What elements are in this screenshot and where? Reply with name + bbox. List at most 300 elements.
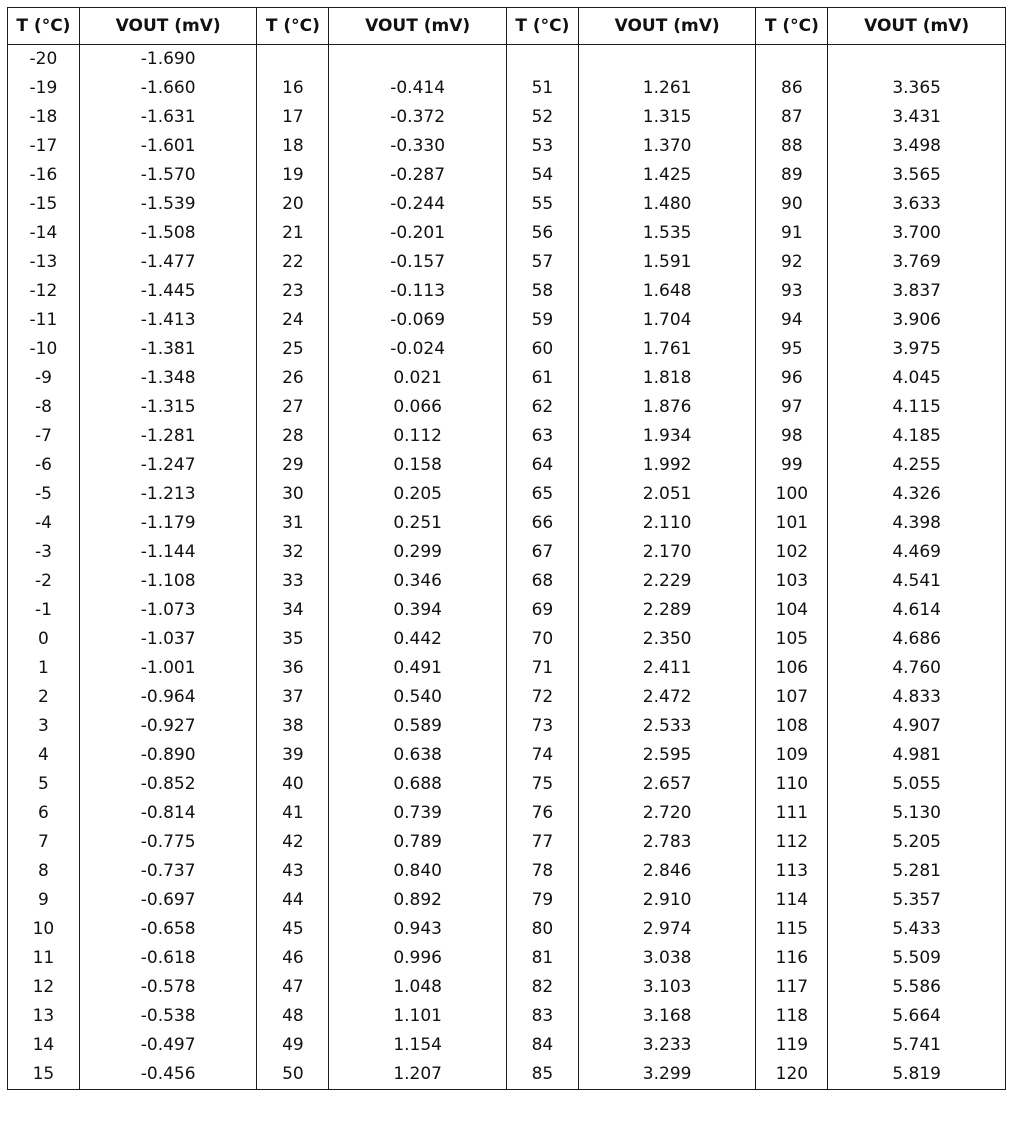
- temperature-cell: 50: [257, 1060, 329, 1090]
- vout-cell: 4.326: [828, 480, 1006, 509]
- column-header-vout: VOUT (mV): [578, 8, 756, 45]
- temperature-cell: 43: [257, 857, 329, 886]
- vout-cell: 4.469: [828, 538, 1006, 567]
- vout-cell: -0.618: [79, 944, 257, 973]
- vout-cell: -0.244: [329, 190, 507, 219]
- temperature-cell: [756, 45, 828, 75]
- vout-cell: 5.055: [828, 770, 1006, 799]
- vout-cell: 0.491: [329, 654, 507, 683]
- temperature-cell: 96: [756, 364, 828, 393]
- temperature-cell: -11: [8, 306, 80, 335]
- vout-cell: 3.633: [828, 190, 1006, 219]
- vout-cell: 4.981: [828, 741, 1006, 770]
- temperature-cell: 113: [756, 857, 828, 886]
- temperature-cell: 92: [756, 248, 828, 277]
- vout-cell: -0.578: [79, 973, 257, 1002]
- vout-cell: -0.414: [329, 74, 507, 103]
- temperature-cell: 114: [756, 886, 828, 915]
- temperature-cell: -18: [8, 103, 80, 132]
- temperature-cell: 56: [506, 219, 578, 248]
- temperature-cell: 67: [506, 538, 578, 567]
- vout-cell: 0.540: [329, 683, 507, 712]
- vout-cell: 3.365: [828, 74, 1006, 103]
- vout-cell: 1.048: [329, 973, 507, 1002]
- temperature-cell: -8: [8, 393, 80, 422]
- column-header-vout: VOUT (mV): [828, 8, 1006, 45]
- temperature-cell: 51: [506, 74, 578, 103]
- temperature-cell: 39: [257, 741, 329, 770]
- temperature-cell: 105: [756, 625, 828, 654]
- vout-cell: -1.445: [79, 277, 257, 306]
- temperature-cell: 8: [8, 857, 80, 886]
- vout-cell: 1.934: [578, 422, 756, 451]
- vout-cell: 4.255: [828, 451, 1006, 480]
- temperature-cell: 24: [257, 306, 329, 335]
- vout-cell: 4.541: [828, 567, 1006, 596]
- temperature-cell: 26: [257, 364, 329, 393]
- table-row: [8, 799, 1006, 828]
- vout-cell: 1.101: [329, 1002, 507, 1031]
- vout-cell: 3.975: [828, 335, 1006, 364]
- temperature-cell: 3: [8, 712, 80, 741]
- temperature-cell: 109: [756, 741, 828, 770]
- temperature-cell: 61: [506, 364, 578, 393]
- temperature-cell: 55: [506, 190, 578, 219]
- vout-cell: 0.789: [329, 828, 507, 857]
- vout-cell: -1.660: [79, 74, 257, 103]
- temperature-cell: [506, 45, 578, 75]
- vout-cell: 3.233: [578, 1031, 756, 1060]
- vout-cell: -0.330: [329, 132, 507, 161]
- temperature-cell: 45: [257, 915, 329, 944]
- temperature-cell: 108: [756, 712, 828, 741]
- temperature-cell: 59: [506, 306, 578, 335]
- vout-cell: -1.315: [79, 393, 257, 422]
- temperature-cell: 2: [8, 683, 80, 712]
- table-row: [8, 654, 1006, 683]
- temperature-cell: 87: [756, 103, 828, 132]
- vout-cell: -0.497: [79, 1031, 257, 1060]
- vout-cell: 4.907: [828, 712, 1006, 741]
- temperature-cell: 11: [8, 944, 80, 973]
- vout-cell: 2.051: [578, 480, 756, 509]
- vout-cell: -0.157: [329, 248, 507, 277]
- vout-cell: -1.073: [79, 596, 257, 625]
- vout-cell: 1.648: [578, 277, 756, 306]
- vout-cell: 1.876: [578, 393, 756, 422]
- temperature-cell: 35: [257, 625, 329, 654]
- temperature-cell: 19: [257, 161, 329, 190]
- vout-cell: 2.720: [578, 799, 756, 828]
- temperature-cell: 16: [257, 74, 329, 103]
- vout-cell: 3.299: [578, 1060, 756, 1090]
- vout-cell: 0.112: [329, 422, 507, 451]
- vout-cell: -0.456: [79, 1060, 257, 1090]
- vout-cell: 0.892: [329, 886, 507, 915]
- table-row: [8, 451, 1006, 480]
- table-row: [8, 712, 1006, 741]
- vout-cell: 2.350: [578, 625, 756, 654]
- column-header-vout: VOUT (mV): [79, 8, 257, 45]
- temperature-cell: 40: [257, 770, 329, 799]
- vout-cell: -1.348: [79, 364, 257, 393]
- temperature-cell: 81: [506, 944, 578, 973]
- vout-cell: 0.346: [329, 567, 507, 596]
- temperature-cell: 10: [8, 915, 80, 944]
- vout-cell: 3.837: [828, 277, 1006, 306]
- column-header-temperature: T (°C): [756, 8, 828, 45]
- vout-cell: -1.001: [79, 654, 257, 683]
- vout-cell: 3.431: [828, 103, 1006, 132]
- vout-cell: 0.442: [329, 625, 507, 654]
- vout-cell: 3.565: [828, 161, 1006, 190]
- vout-cell: -1.601: [79, 132, 257, 161]
- temperature-cell: 82: [506, 973, 578, 1002]
- vout-cell: -1.413: [79, 306, 257, 335]
- temperature-cell: 104: [756, 596, 828, 625]
- table-row: [8, 857, 1006, 886]
- table-row: [8, 161, 1006, 190]
- temperature-cell: -3: [8, 538, 80, 567]
- vout-cell: 0.840: [329, 857, 507, 886]
- table-row: [8, 103, 1006, 132]
- temperature-cell: 95: [756, 335, 828, 364]
- vout-cell: 0.996: [329, 944, 507, 973]
- vout-cell: -0.964: [79, 683, 257, 712]
- vout-cell: 4.185: [828, 422, 1006, 451]
- temperature-cell: 14: [8, 1031, 80, 1060]
- vout-cell: 1.818: [578, 364, 756, 393]
- vout-cell: -1.144: [79, 538, 257, 567]
- temperature-cell: 119: [756, 1031, 828, 1060]
- temperature-cell: 37: [257, 683, 329, 712]
- temperature-cell: 86: [756, 74, 828, 103]
- vout-cell: 0.688: [329, 770, 507, 799]
- vout-cell: 2.289: [578, 596, 756, 625]
- table-row: [8, 248, 1006, 277]
- temperature-cell: 78: [506, 857, 578, 886]
- vout-cell: 5.130: [828, 799, 1006, 828]
- temperature-cell: 68: [506, 567, 578, 596]
- temperature-cell: 93: [756, 277, 828, 306]
- temperature-cell: 69: [506, 596, 578, 625]
- temperature-cell: 38: [257, 712, 329, 741]
- temperature-cell: 64: [506, 451, 578, 480]
- temperature-cell: 79: [506, 886, 578, 915]
- temperature-cell: 116: [756, 944, 828, 973]
- table-row: [8, 828, 1006, 857]
- vout-cell: -1.690: [79, 45, 257, 75]
- temperature-cell: 98: [756, 422, 828, 451]
- temperature-cell: 71: [506, 654, 578, 683]
- vout-cell: 0.251: [329, 509, 507, 538]
- vout-cell: 4.833: [828, 683, 1006, 712]
- vout-cell: -0.697: [79, 886, 257, 915]
- vout-cell: 0.205: [329, 480, 507, 509]
- vout-cell: 0.638: [329, 741, 507, 770]
- temperature-cell: 103: [756, 567, 828, 596]
- vout-cell: 0.394: [329, 596, 507, 625]
- temperature-cell: 62: [506, 393, 578, 422]
- vout-cell: -1.477: [79, 248, 257, 277]
- temperature-cell: 66: [506, 509, 578, 538]
- temperature-cell: 28: [257, 422, 329, 451]
- temperature-cell: 52: [506, 103, 578, 132]
- temperature-cell: 84: [506, 1031, 578, 1060]
- vout-cell: 2.110: [578, 509, 756, 538]
- table-row: [8, 770, 1006, 799]
- vout-cell: 2.533: [578, 712, 756, 741]
- vout-cell: 0.299: [329, 538, 507, 567]
- vout-cell: -1.570: [79, 161, 257, 190]
- vout-cell: 3.769: [828, 248, 1006, 277]
- vout-cell: 2.170: [578, 538, 756, 567]
- temperature-cell: 89: [756, 161, 828, 190]
- table-row: [8, 973, 1006, 1002]
- temperature-cell: 17: [257, 103, 329, 132]
- table-row: [8, 886, 1006, 915]
- temperature-cell: -13: [8, 248, 80, 277]
- vout-cell: 2.846: [578, 857, 756, 886]
- vout-cell: -0.775: [79, 828, 257, 857]
- temperature-cell: 63: [506, 422, 578, 451]
- vout-cell: 5.664: [828, 1002, 1006, 1031]
- temperature-cell: 102: [756, 538, 828, 567]
- temperature-cell: -5: [8, 480, 80, 509]
- vout-cell: -0.852: [79, 770, 257, 799]
- temperature-cell: 30: [257, 480, 329, 509]
- temperature-cell: -1: [8, 596, 80, 625]
- temperature-cell: -17: [8, 132, 80, 161]
- temperature-cell: 75: [506, 770, 578, 799]
- temperature-cell: 90: [756, 190, 828, 219]
- vout-cell: -1.281: [79, 422, 257, 451]
- temperature-cell: 97: [756, 393, 828, 422]
- vout-cell: -1.213: [79, 480, 257, 509]
- vout-cell: 1.992: [578, 451, 756, 480]
- vout-cell: 2.411: [578, 654, 756, 683]
- table-row: [8, 190, 1006, 219]
- temperature-cell: 74: [506, 741, 578, 770]
- temperature-cell: 100: [756, 480, 828, 509]
- temperature-cell: 41: [257, 799, 329, 828]
- vout-cell: 4.686: [828, 625, 1006, 654]
- temperature-cell: 22: [257, 248, 329, 277]
- temperature-cell: -19: [8, 74, 80, 103]
- vout-cell: 4.115: [828, 393, 1006, 422]
- vout-cell: 4.398: [828, 509, 1006, 538]
- temperature-cell: 44: [257, 886, 329, 915]
- vout-cell: -0.927: [79, 712, 257, 741]
- table-row: [8, 741, 1006, 770]
- vout-cell: 1.207: [329, 1060, 507, 1090]
- temperature-cell: 36: [257, 654, 329, 683]
- vout-cell: -0.658: [79, 915, 257, 944]
- vout-cell: -0.890: [79, 741, 257, 770]
- temperature-cell: 88: [756, 132, 828, 161]
- table-header-row: [8, 8, 1006, 45]
- table-row: [8, 596, 1006, 625]
- temperature-cell: 4: [8, 741, 80, 770]
- temperature-cell: 57: [506, 248, 578, 277]
- temperature-cell: -16: [8, 161, 80, 190]
- vout-cell: 5.205: [828, 828, 1006, 857]
- temperature-cell: 46: [257, 944, 329, 973]
- vout-cell: -0.814: [79, 799, 257, 828]
- temperature-cell: 6: [8, 799, 80, 828]
- temperature-cell: 53: [506, 132, 578, 161]
- temperature-cell: 5: [8, 770, 80, 799]
- temperature-cell: 107: [756, 683, 828, 712]
- temperature-cell: -14: [8, 219, 80, 248]
- vout-cell: 1.315: [578, 103, 756, 132]
- vout-cell: [329, 45, 507, 75]
- vout-cell: 4.760: [828, 654, 1006, 683]
- vout-cell: 5.357: [828, 886, 1006, 915]
- vout-cell: -1.381: [79, 335, 257, 364]
- vout-cell: 1.370: [578, 132, 756, 161]
- temperature-cell: 9: [8, 886, 80, 915]
- vout-cell: 1.535: [578, 219, 756, 248]
- vout-cell: 2.472: [578, 683, 756, 712]
- vout-cell: -1.179: [79, 509, 257, 538]
- vout-cell: -1.539: [79, 190, 257, 219]
- vout-cell: 5.281: [828, 857, 1006, 886]
- table-row: [8, 45, 1006, 75]
- column-header-temperature: T (°C): [257, 8, 329, 45]
- temperature-cell: -4: [8, 509, 80, 538]
- vout-cell: 3.906: [828, 306, 1006, 335]
- table-row: [8, 74, 1006, 103]
- temperature-cell: 32: [257, 538, 329, 567]
- vout-cell: -1.108: [79, 567, 257, 596]
- temperature-cell: 65: [506, 480, 578, 509]
- temperature-cell: 77: [506, 828, 578, 857]
- table-row: [8, 538, 1006, 567]
- column-header-temperature: T (°C): [506, 8, 578, 45]
- table-row: [8, 1002, 1006, 1031]
- vout-cell: -0.538: [79, 1002, 257, 1031]
- vout-cell: 1.761: [578, 335, 756, 364]
- temperature-cell: 25: [257, 335, 329, 364]
- vout-cell: -0.024: [329, 335, 507, 364]
- vout-cell: -0.372: [329, 103, 507, 132]
- vout-cell: 4.045: [828, 364, 1006, 393]
- table-row: [8, 944, 1006, 973]
- vout-cell: 0.739: [329, 799, 507, 828]
- temperature-cell: 20: [257, 190, 329, 219]
- vout-cell: 2.974: [578, 915, 756, 944]
- temperature-cell: 117: [756, 973, 828, 1002]
- temperature-cell: 110: [756, 770, 828, 799]
- temperature-cell: 48: [257, 1002, 329, 1031]
- vout-cell: 2.229: [578, 567, 756, 596]
- vout-cell: -1.247: [79, 451, 257, 480]
- vout-cell: 0.021: [329, 364, 507, 393]
- temperature-cell: 80: [506, 915, 578, 944]
- vout-cell: 3.498: [828, 132, 1006, 161]
- temperature-cell: 7: [8, 828, 80, 857]
- table-row: [8, 306, 1006, 335]
- temperature-cell: 1: [8, 654, 80, 683]
- temperature-cell: -10: [8, 335, 80, 364]
- temperature-cell: 58: [506, 277, 578, 306]
- column-header-vout: VOUT (mV): [329, 8, 507, 45]
- temperature-cell: 76: [506, 799, 578, 828]
- temperature-cell: 21: [257, 219, 329, 248]
- vout-cell: 2.657: [578, 770, 756, 799]
- table-row: [8, 509, 1006, 538]
- temperature-voltage-table: [7, 7, 1006, 1090]
- vout-cell: 0.589: [329, 712, 507, 741]
- vout-cell: -0.737: [79, 857, 257, 886]
- temperature-cell: 72: [506, 683, 578, 712]
- temperature-cell: 12: [8, 973, 80, 1002]
- vout-cell: -0.113: [329, 277, 507, 306]
- vout-cell: [578, 45, 756, 75]
- vout-cell: 4.614: [828, 596, 1006, 625]
- temperature-cell: -6: [8, 451, 80, 480]
- vout-cell: -0.069: [329, 306, 507, 335]
- vout-cell: [828, 45, 1006, 75]
- vout-cell: 5.586: [828, 973, 1006, 1002]
- temperature-cell: 23: [257, 277, 329, 306]
- table-row: [8, 625, 1006, 654]
- temperature-cell: 29: [257, 451, 329, 480]
- vout-cell: 2.910: [578, 886, 756, 915]
- temperature-cell: 120: [756, 1060, 828, 1090]
- temperature-cell: 106: [756, 654, 828, 683]
- vout-cell: 1.591: [578, 248, 756, 277]
- vout-cell: -0.201: [329, 219, 507, 248]
- vout-cell: 1.154: [329, 1031, 507, 1060]
- temperature-cell: 85: [506, 1060, 578, 1090]
- temperature-cell: 94: [756, 306, 828, 335]
- temperature-cell: [257, 45, 329, 75]
- table-row: [8, 422, 1006, 451]
- vout-cell: 0.943: [329, 915, 507, 944]
- temperature-cell: 101: [756, 509, 828, 538]
- vout-cell: 3.103: [578, 973, 756, 1002]
- temperature-cell: 83: [506, 1002, 578, 1031]
- table-row: [8, 364, 1006, 393]
- temperature-cell: 112: [756, 828, 828, 857]
- temperature-cell: 99: [756, 451, 828, 480]
- temperature-cell: -20: [8, 45, 80, 75]
- temperature-cell: 34: [257, 596, 329, 625]
- vout-cell: -1.631: [79, 103, 257, 132]
- vout-cell: 0.066: [329, 393, 507, 422]
- vout-cell: -1.508: [79, 219, 257, 248]
- table-row: [8, 219, 1006, 248]
- vout-cell: 3.038: [578, 944, 756, 973]
- vout-cell: 2.595: [578, 741, 756, 770]
- table-row: [8, 277, 1006, 306]
- temperature-cell: 15: [8, 1060, 80, 1090]
- vout-cell: 5.741: [828, 1031, 1006, 1060]
- temperature-cell: 42: [257, 828, 329, 857]
- temperature-cell: 18: [257, 132, 329, 161]
- temperature-cell: 49: [257, 1031, 329, 1060]
- vout-cell: 0.158: [329, 451, 507, 480]
- table-row: [8, 132, 1006, 161]
- temperature-cell: 91: [756, 219, 828, 248]
- temperature-cell: 70: [506, 625, 578, 654]
- temperature-cell: 73: [506, 712, 578, 741]
- column-header-temperature: T (°C): [8, 8, 80, 45]
- table-body: [8, 45, 1006, 1090]
- temperature-cell: 60: [506, 335, 578, 364]
